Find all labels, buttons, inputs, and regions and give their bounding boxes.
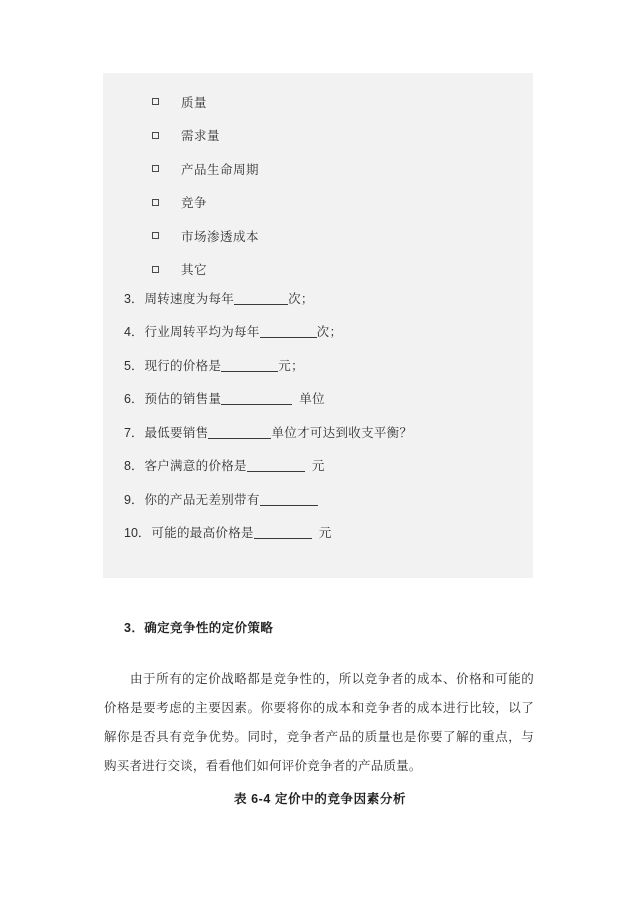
list-item	[124, 382, 412, 416]
checkbox-icon[interactable]	[152, 98, 159, 105]
question-number: 4．	[124, 325, 144, 340]
answer-blank-field[interactable]	[221, 358, 278, 372]
answer-blank-field[interactable]	[208, 425, 271, 439]
checkbox-label: 产品生命周期	[181, 162, 260, 177]
list-item[interactable]	[152, 186, 259, 220]
answer-blank-field[interactable]	[260, 492, 318, 506]
answer-blank-field[interactable]	[234, 291, 288, 305]
checkbox-label: 需求量	[181, 129, 221, 144]
list-item	[124, 281, 412, 315]
question-number: 10．	[124, 526, 151, 541]
section-heading: 3．确定竞争性的定价策略	[124, 621, 274, 635]
checkbox-icon[interactable]	[152, 266, 159, 273]
checkbox-label: 质量	[181, 95, 208, 110]
question-text-before: 可能的最高价格是	[151, 526, 254, 541]
table-caption: 表 6-4 定价中的竞争因素分析	[233, 792, 407, 806]
question-text-before: 最低要销售	[144, 425, 209, 440]
question-number: 6．	[124, 392, 144, 407]
list-item	[124, 415, 412, 449]
question-text-before: 客户满意的价格是	[144, 459, 247, 474]
question-number: 5．	[124, 358, 144, 373]
answer-blank-field[interactable]	[254, 525, 312, 539]
checkbox-icon[interactable]	[152, 232, 159, 239]
checkbox-icon[interactable]	[152, 165, 159, 172]
question-number: 3．	[124, 291, 144, 306]
question-text-before: 你的产品无差别带有	[144, 492, 260, 507]
factor-checkbox-list	[152, 85, 259, 286]
question-text-after: 次；	[316, 325, 343, 340]
question-text-after: 单位才可达到收支平衡？	[271, 425, 413, 440]
question-text-after: 元	[311, 459, 325, 474]
list-item	[124, 449, 412, 483]
list-item[interactable]	[152, 152, 259, 186]
checkbox-label: 竞争	[181, 196, 208, 211]
list-item[interactable]	[152, 219, 259, 253]
question-text-after: 单位	[299, 392, 325, 407]
answer-blank-field[interactable]	[221, 391, 292, 405]
list-item	[124, 348, 412, 382]
checkbox-label: 市场渗透成本	[181, 229, 260, 244]
question-text-before: 周转速度为每年	[144, 291, 235, 306]
list-item	[124, 315, 412, 349]
checkbox-icon[interactable]	[152, 132, 159, 139]
list-item[interactable]	[152, 119, 259, 153]
question-text-before: 预估的销售量	[144, 392, 222, 407]
question-text-after: 次；	[288, 291, 314, 306]
question-text-after: 元	[318, 526, 332, 541]
answer-blank-field[interactable]	[247, 458, 305, 472]
checkbox-label: 其它	[181, 263, 208, 278]
question-text-after: 元；	[278, 358, 304, 373]
list-item	[124, 516, 412, 550]
worksheet-question-list	[124, 281, 412, 549]
worksheet-panel	[103, 73, 533, 578]
answer-blank-field[interactable]	[260, 324, 317, 338]
list-item	[124, 482, 412, 516]
question-number: 9．	[124, 492, 144, 507]
body-paragraph: 由于所有的定价战略都是竞争性的，所以竞争者的成本、价格和可能的价格是要考虑的主要因素。你要将你的成本和竞争者的成本进行比较，以了解你是否具有竞争优势。同时，竞争者产品的质量也是你要了解的重点，与购买者进行交谈，看看他们如何评价竞争者的产品质量。	[104, 671, 534, 773]
question-number: 8．	[124, 459, 144, 474]
question-number: 7．	[124, 425, 144, 440]
question-text-before: 行业周转平均为每年	[144, 325, 260, 340]
question-text-before: 现行的价格是	[144, 358, 222, 373]
list-item[interactable]	[152, 85, 259, 119]
checkbox-icon[interactable]	[152, 199, 159, 206]
